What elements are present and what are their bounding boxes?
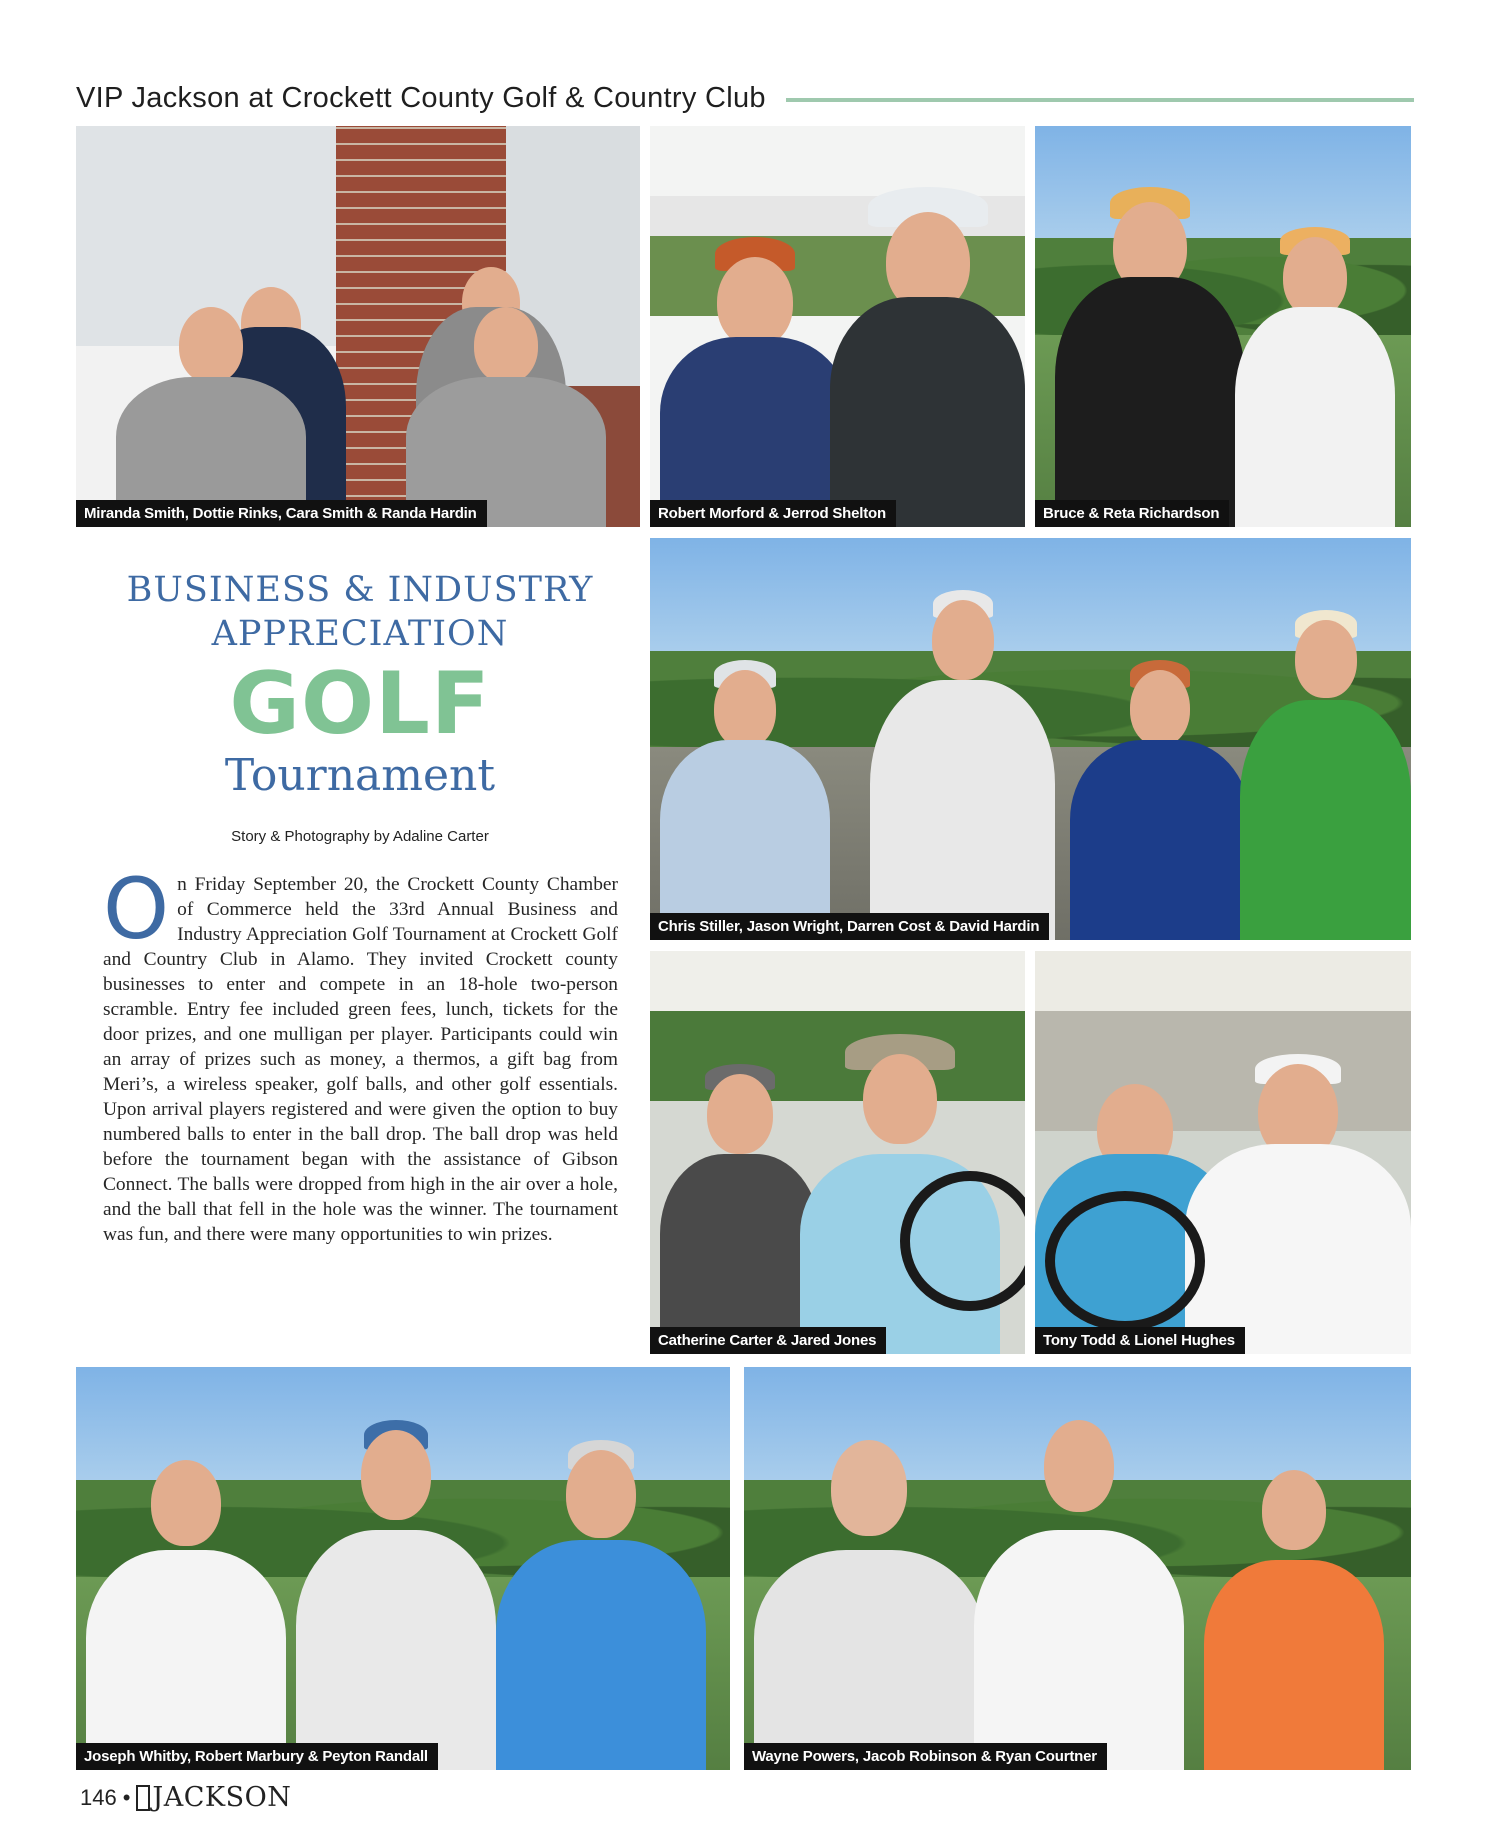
page-header xyxy=(76,78,1414,118)
article-text: n Friday September 20, the Crockett County Chamber of Commerce held the 33rd Annual Business and Industry Appreciation Golf Tournament at Crockett Golf and Country Club in Alamo. They invited Crockett county businesses to enter and compete in an 18-hole two-person scramble. Entry fee included green fees, lunch, tickets for the door prizes, and one mulligan per player. Participants could win an array of prizes such as money, a thermos, a gift bag from Meri’s, a wireless speaker, golf balls, and other golf essentials. Upon arrival players registered and were given the option to buy numbered balls to enter in the ball drop. The ball drop was held before the tournament began with the assistance of Gibson Connect. The balls were dropped from high in the air over a hole, and the ball that fell in the hole was the winner. The tournament was fun, and there were many opportunities to win prizes. xyxy=(103,874,618,1245)
title-line-2: APPRECIATION xyxy=(211,614,509,654)
photo-richardson xyxy=(1035,126,1411,527)
photo-powers-robinson-courtner xyxy=(744,1367,1411,1770)
photo-stiller-wright-cost-hardin xyxy=(650,538,1411,940)
photo-whitby-marbury-randall xyxy=(76,1367,730,1770)
photo-caption: Wayne Powers, Jacob Robinson & Ryan Courtner xyxy=(744,1743,1107,1770)
photo-caption: Miranda Smith, Dottie Rinks, Cara Smith & Randa Hardin xyxy=(76,500,487,527)
photo-morford-shelton xyxy=(650,126,1025,527)
header-rule xyxy=(786,98,1414,102)
title-tournament: Tournament xyxy=(224,750,496,801)
photo-smith-rinks-smith-hardin xyxy=(76,126,640,527)
title-line-1: BUSINESS & INDUSTRY xyxy=(126,570,594,610)
photo-caption: Joseph Whitby, Robert Marbury & Peyton Randall xyxy=(76,1743,438,1770)
header-title: VIP Jackson at Crockett County Golf & Country Club xyxy=(76,81,766,114)
page-footer xyxy=(80,1782,291,1813)
article-title xyxy=(100,568,620,800)
footer-separator: • xyxy=(122,1784,131,1810)
photo-caption: Catherine Carter & Jared Jones xyxy=(650,1327,886,1354)
page-number: 146 xyxy=(80,1784,117,1810)
title-golf: GOLF xyxy=(229,654,491,754)
magazine-logo-icon xyxy=(136,1785,150,1811)
photo-caption: Tony Todd & Lionel Hughes xyxy=(1035,1327,1245,1354)
photo-carter-jones xyxy=(650,951,1025,1354)
magazine-logo: JACKSON xyxy=(152,1782,292,1813)
article-body xyxy=(103,860,618,1247)
photo-todd-hughes xyxy=(1035,951,1411,1354)
drop-cap: O xyxy=(103,860,170,958)
photo-caption: Robert Morford & Jerrod Shelton xyxy=(650,500,896,527)
photo-caption: Bruce & Reta Richardson xyxy=(1035,500,1229,527)
photo-caption: Chris Stiller, Jason Wright, Darren Cost & David Hardin xyxy=(650,913,1049,940)
byline: Story & Photography by Adaline Carter xyxy=(231,828,489,845)
